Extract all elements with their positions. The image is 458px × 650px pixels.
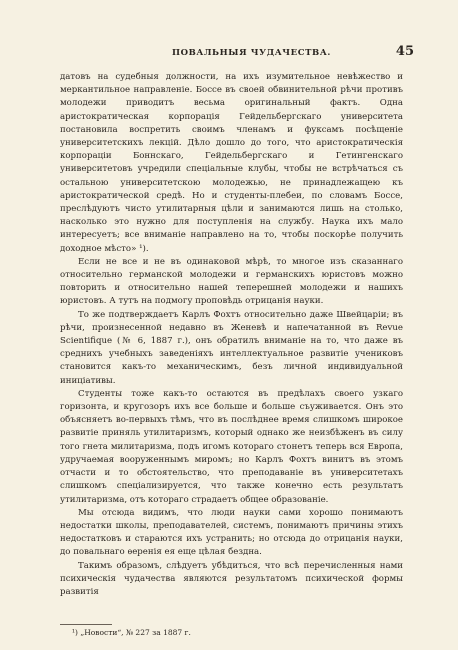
paragraph: Такимъ образомъ, слѣдуетъ убѣдиться, что всѣ перечисленныя нами психическія чудачества являются результатомъ психической формы развитія [60, 560, 403, 597]
paragraph: То же подтверждаетъ Карлъ Фохтъ относительно даже Швейцаріи; въ рѣчи, произнесенной недавно въ Женевѣ и напечатанной въ Revue Scientifique (№ 6, 1887 г.), онъ обратилъ вниманіе на то, что даже въ среднихъ учебныхъ заведеніяхъ интеллектуальное развитіе учениковъ становится какъ-то механическимъ, безъ личной индивидуальной иниціативы. [60, 309, 403, 386]
paragraph: Студенты тоже какъ-то остаются въ предѣлахъ своего узкаго горизонта, и кругозоръ ихъ все больше и больше съуживается. Онъ это объясняетъ во-первыхъ тѣмъ, что въ послѣднее время слишкомъ широкое развитіе приняль утилитаризмъ, который однако же неизбѣженъ въ силу того гнета милитаризма, подъ игомъ котораго стонетъ теперь вся Европа, удручаемая вооруженнымъ миромъ; но Карлъ Фохтъ винитъ въ этомъ отчасти и то обстоятельство, что преподаваніе въ университетахъ слишкомъ спеціализируется, что также конечно есть результатъ утилитаризма, отъ котораго страдаетъ общее образованіе. [60, 388, 403, 505]
page-number: 45 [395, 44, 414, 59]
page-header [60, 46, 414, 62]
paragraph: Мы отсюда видимъ, что люди науки сами хорошо понимаютъ недостатки школы, преподавателей, системъ, понимаютъ причины этихъ недостатковъ и стараются ихъ устранить; но отсюда до отрицанія науки, до повальнаго ѳеренія ея еще цѣлая бездна. [60, 507, 403, 558]
footnote-divider [60, 624, 112, 625]
paragraph: Если не все и не въ одинаковой мѣрѣ, то многое изъ сказаннаго относительно германской молодежи и германскихъ юристовъ можно повторить и относительно нашей теперешней молодежи и нашихъ юристовъ. А тутъ на подмогу проповѣдь отрицанія науки. [60, 256, 403, 307]
paragraph: датовъ на судебныя должности, на ихъ изумительное невѣжество и меркантильное направленіе. Боссе въ своей обвинительной рѣчи противъ молодежи приводитъ весьма оригинальный фактъ. Одна аристократическая корпорація Гейдельбергскаго университета постановила воспретить своимъ членамъ и фуксамъ посѣщеніе университетскихъ лекцій. Дѣло дошло до того, что аристократическія корпораціи Боннскаго, Гейдельбергскаго и Гетингенскаго университетовъ учредили спеціальные клубы, чтобы не встрѣчаться съ остальною университетскою молодежью, не принадлежащею къ аристократической средѣ. Но и студенты-плебеи, по словамъ Боссе, преслѣдуютъ чисто утилитарныя цѣли и занимаются лишь на столько, насколько это нужно для поступленія на службу. Наука ихъ мало интересуетъ; все вниманіе направлено на то, чтобы поскорѣе получить доходное мѣсто» ¹). [60, 72, 403, 254]
footnote: ¹) „Новости“, № 227 за 1887 г. [72, 628, 191, 637]
running-title: ПОВАЛЬНЫЯ ЧУДАЧЕСТВА. [172, 48, 331, 58]
body-text [60, 71, 403, 599]
